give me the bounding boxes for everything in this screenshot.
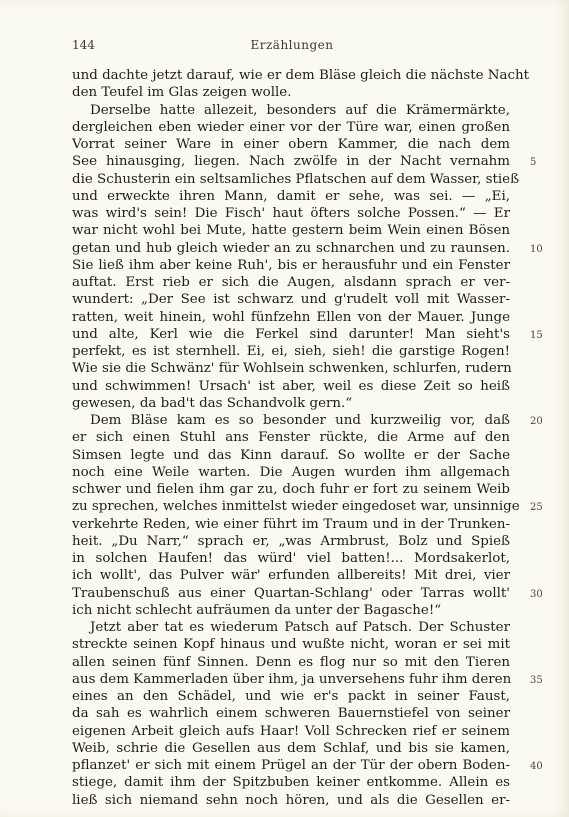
text-line: zu sprechen, welches inmittelst wieder eingedoset war, unsinnige bbox=[72, 499, 520, 515]
text-line: eines an den Schädel, und wie er's packt in seiner Faust, bbox=[72, 689, 510, 704]
text-line: gewesen, da bad't das Schandvolk gern.“ bbox=[72, 395, 353, 411]
text-line: ließ sich niemand sehn noch hören, und als die Gesellen er- bbox=[72, 792, 510, 808]
text-line: Wie sie die Schwänz' für Wohlsein schwenken, schlurfen, rudern bbox=[72, 361, 512, 377]
text-line: was wird's sein! Die Fisch' haut öfters solche Possen.“ — Er bbox=[72, 206, 510, 221]
line-number: 20 bbox=[530, 416, 543, 427]
text-line: Jetzt aber tat es wiederum Patsch auf Patsch. Der Schuster bbox=[90, 620, 510, 635]
text-line: schwer und fielen ihm gar zu, doch fuhr er fort zu seinem Weib bbox=[72, 482, 510, 497]
text-line: noch eine Weile warten. Die Augen wurden ihm allgemach bbox=[72, 464, 510, 480]
text-line: auftat. Erst rieb er sich die Augen, alsdann sprach er ver- bbox=[72, 275, 510, 290]
text-line: Derselbe hatte allezeit, besonders auf die Krämermärkte, bbox=[90, 102, 510, 118]
line-number: 25 bbox=[530, 502, 543, 514]
text-line: war nicht wohl bei Mute, hatte gestern beim Wein einen Bösen bbox=[72, 223, 510, 239]
text-line: Simsen legte und das Kinn darauf. So wollte er der Sache bbox=[72, 447, 510, 463]
body-text bbox=[72, 67, 529, 809]
page-number: 144 bbox=[72, 38, 95, 52]
text-line: pflanzet' er sich mit einem Prügel an der Tür der obern Boden- bbox=[72, 758, 510, 773]
text-line: und alte, Kerl wie die Ferkel sind darunter! Man sieht's bbox=[72, 326, 510, 342]
text-line: stiege, damit ihm der Spitzbuben keiner entkomme. Allein es bbox=[72, 775, 510, 791]
text-line: er sich einen Stuhl ans Fenster rückte, die Arme auf den bbox=[72, 430, 510, 446]
text-line: dergleichen eben wieder einer vor der Türe war, einen großen bbox=[72, 119, 510, 135]
text-line: Weib, schrie die Gesellen aus dem Schlaf, und bis sie kamen, bbox=[72, 740, 510, 756]
text-line: allen seinen fünf Sinnen. Denn es flog nur so mit den Tieren bbox=[72, 654, 510, 670]
text-line: perfekt, es ist sternhell. Ei, ei, sieh, sieh! die garstige Rogen! bbox=[72, 344, 510, 359]
text-line: Dem Bläse kam es so besonder und kurzweilig vor, daß bbox=[90, 413, 510, 428]
text-line: in solchen Haufen! das würd' viel batten!... Mordsakerlot, bbox=[72, 551, 510, 566]
text-line: See hinausging, liegen. Nach zwölfe in der Nacht vernahm bbox=[72, 154, 510, 170]
text-line: getan und hub gleich wieder an zu schnarchen und zu raunsen. bbox=[72, 240, 510, 256]
line-number: 15 bbox=[530, 329, 543, 341]
text-line: den Teufel im Glas zeigen wolle. bbox=[72, 85, 292, 101]
text-line: Vorrat seiner Ware in einer obern Kammer, die nach dem bbox=[72, 137, 510, 152]
text-line: ratten, weit hinein, wohl fünfzehn Ellen von der Mauer. Junge bbox=[72, 309, 510, 325]
text-line: und dachte jetzt darauf, wie er dem Bläse gleich die nächste Nacht bbox=[72, 68, 529, 83]
page-header bbox=[72, 38, 512, 54]
line-number: 40 bbox=[530, 761, 543, 772]
text-line: ich wollt', das Pulver wär' erfunden allbereits! Mit drei, vier bbox=[72, 568, 510, 584]
line-number: 30 bbox=[530, 588, 543, 600]
text-line: und erweckte ihren Mann, damit er sehe, was sei. — „Ei, bbox=[72, 188, 510, 204]
running-title: Erzählungen bbox=[250, 38, 334, 52]
line-number: 10 bbox=[530, 243, 543, 255]
line-number: 35 bbox=[530, 674, 543, 686]
text-line: ich nicht schlecht aufräumen da unter der Bagasche!“ bbox=[72, 602, 442, 618]
text-line: Traubenschuß aus einer Quartan-Schlang' oder Tarras wollt' bbox=[72, 585, 510, 601]
text-line: Sie ließ ihm aber keine Ruh', bis er herausfuhr und ein Fenster bbox=[72, 257, 510, 273]
text-line: eigenen Arbeit gleich aufs Haar! Voll Schrecken rief er seinem bbox=[72, 723, 510, 739]
text-line: wundert: „Der See ist schwarz und g'rudelt voll mit Wasser- bbox=[72, 292, 510, 308]
text-line: und schwimmen! Ursach' ist aber, weil es diese Zeit so heiß bbox=[72, 378, 510, 394]
text-line: heit. „Du Narr,“ sprach er, „was Armbrust, Bolz und Spieß bbox=[72, 533, 510, 549]
text-line: aus dem Kammerladen über ihm, ja unversehens fuhr ihm deren bbox=[72, 671, 512, 687]
text-line: verkehrte Reden, wie einer führt im Traum und in der Trunken- bbox=[72, 516, 510, 532]
text-line: da sah es wahrlich einem schweren Bauernstiefel von seiner bbox=[72, 706, 510, 722]
text-line: streckte seinen Kopf hinaus und wußte nicht, woran er sei mit bbox=[72, 637, 510, 653]
line-number: 5 bbox=[530, 157, 537, 169]
text-line: die Schusterin ein seltsamliches Pflatschen auf dem Wasser, stieß bbox=[72, 171, 520, 187]
